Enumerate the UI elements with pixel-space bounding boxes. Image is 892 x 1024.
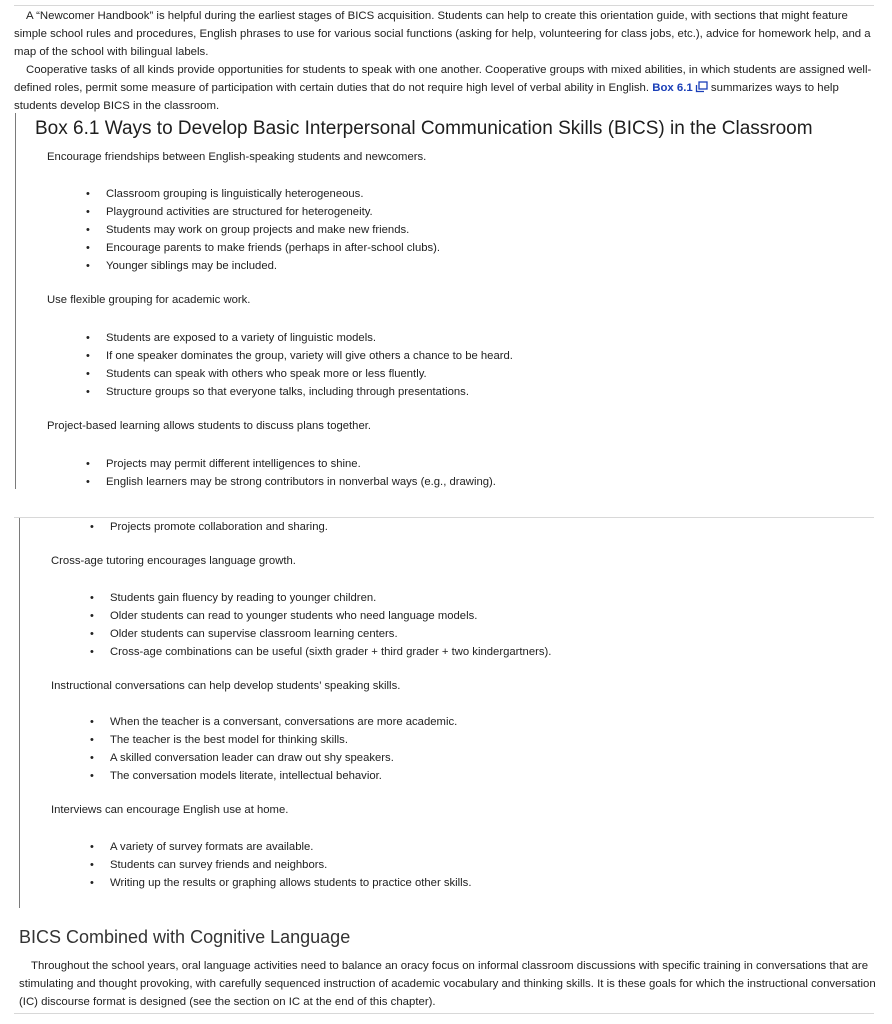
list-item: • Writing up the results or graphing allows students to practice other skills. [88,874,471,892]
list-item: • Students can survey friends and neighbors. [88,856,471,874]
intro-paragraph-text: Cooperative tasks of all kinds provide opportunities for students to speak with one another. Cooperative groups with mixed abilities, in which students are assigned well-defined roles, permit some measure of participation with certain duties that do not require high level of verbal ability in English. [14,64,872,94]
box-group-lead: Project-based learning allows students to discuss plans together. [47,420,372,432]
list-item: • Students gain fluency by reading to younger children. [88,589,551,607]
list-item: • Encourage parents to make friends (perhaps in after-school clubs). [84,239,440,257]
open-in-new-window-icon[interactable] [695,81,708,93]
intro-paragraph-cooperative [14,61,874,115]
box-group-lead: Interviews can encourage English use at home. [51,804,289,816]
box-group-list-continued [88,518,328,536]
box-group-list [84,185,440,275]
bottom-divider [14,1013,874,1014]
box-group-lead: Cross-age tutoring encourages language growth. [51,555,296,567]
section-paragraph: Throughout the school years, oral language activities need to balance an oracy focus on informal classroom discussions with specific training in conversations that are stimulating and thought provoking, with carefully sequenced instruction of academic vocabulary and thinking skills. It is these goals for which the instructional conversation (IC) discourse format is designed (see the section on IC at the end of this chapter). [19,960,876,1008]
section-heading: BICS Combined with Cognitive Language [19,927,351,947]
list-item: • Students may work on group projects and make new friends. [84,221,440,239]
list-item: • Older students can read to younger students who need language models. [88,607,551,625]
box-border-left [15,113,16,489]
box-group-lead: Instructional conversations can help develop students’ speaking skills. [51,680,401,692]
list-item: • When the teacher is a conversant, conversations are more academic. [88,713,457,731]
box-6-1-link[interactable]: Box 6.1 [652,82,693,94]
list-item: • A skilled conversation leader can draw out shy speakers. [88,749,457,767]
box-border-left-continued [19,518,20,908]
list-item: • Students can speak with others who speak more or less fluently. [84,365,513,383]
box-group-list [84,329,513,401]
list-item: • Older students can supervise classroom learning centers. [88,625,551,643]
list-item: • Classroom grouping is linguistically heterogeneous. [84,185,440,203]
box-group-list [88,589,551,661]
list-item: • Playground activities are structured for heterogeneity. [84,203,440,221]
list-item: • Cross-age combinations can be useful (sixth grader + third grader + two kindergartners). [88,643,551,661]
list-item: • Students are exposed to a variety of linguistic models. [84,329,513,347]
intro-paragraph-text-end: summarizes ways to help students develop BICS in the classroom. [14,82,839,112]
list-item: • Projects promote collaboration and sharing. [88,518,328,536]
list-item: • A variety of survey formats are available. [88,838,471,856]
intro-paragraph-handbook: A “Newcomer Handbook” is helpful during the earliest stages of BICS acquisition. Students can help to create this orientation guide, with sections that might feature simple school rules and procedures, English phrases to use for various social functions (asking for help, volunteering for class jobs, etc.), advice for homework help, and a map of the school with bilingual labels. [14,10,871,58]
list-item: • If one speaker dominates the group, variety will give others a chance to be heard. [84,347,513,365]
list-item: • English learners may be strong contributors in nonverbal ways (e.g., drawing). [84,473,496,491]
box-group-lead: Use flexible grouping for academic work. [47,294,251,306]
list-item: • Structure groups so that everyone talks, including through presentations. [84,383,513,401]
list-item: • The conversation models literate, intellectual behavior. [88,767,457,785]
list-item: • Projects may permit different intelligences to shine. [84,455,496,473]
box-group-list [88,713,457,785]
box-group-lead: Encourage friendships between English-speaking students and newcomers. [47,151,427,163]
box-title: Box 6.1 Ways to Develop Basic Interpersonal Communication Skills (BICS) in the Classroom [35,118,813,139]
box-group-list [88,838,471,892]
list-item: • Younger siblings may be included. [84,257,440,275]
top-divider [14,5,874,6]
box-group-list [84,455,496,491]
list-item: • The teacher is the best model for thinking skills. [88,731,457,749]
